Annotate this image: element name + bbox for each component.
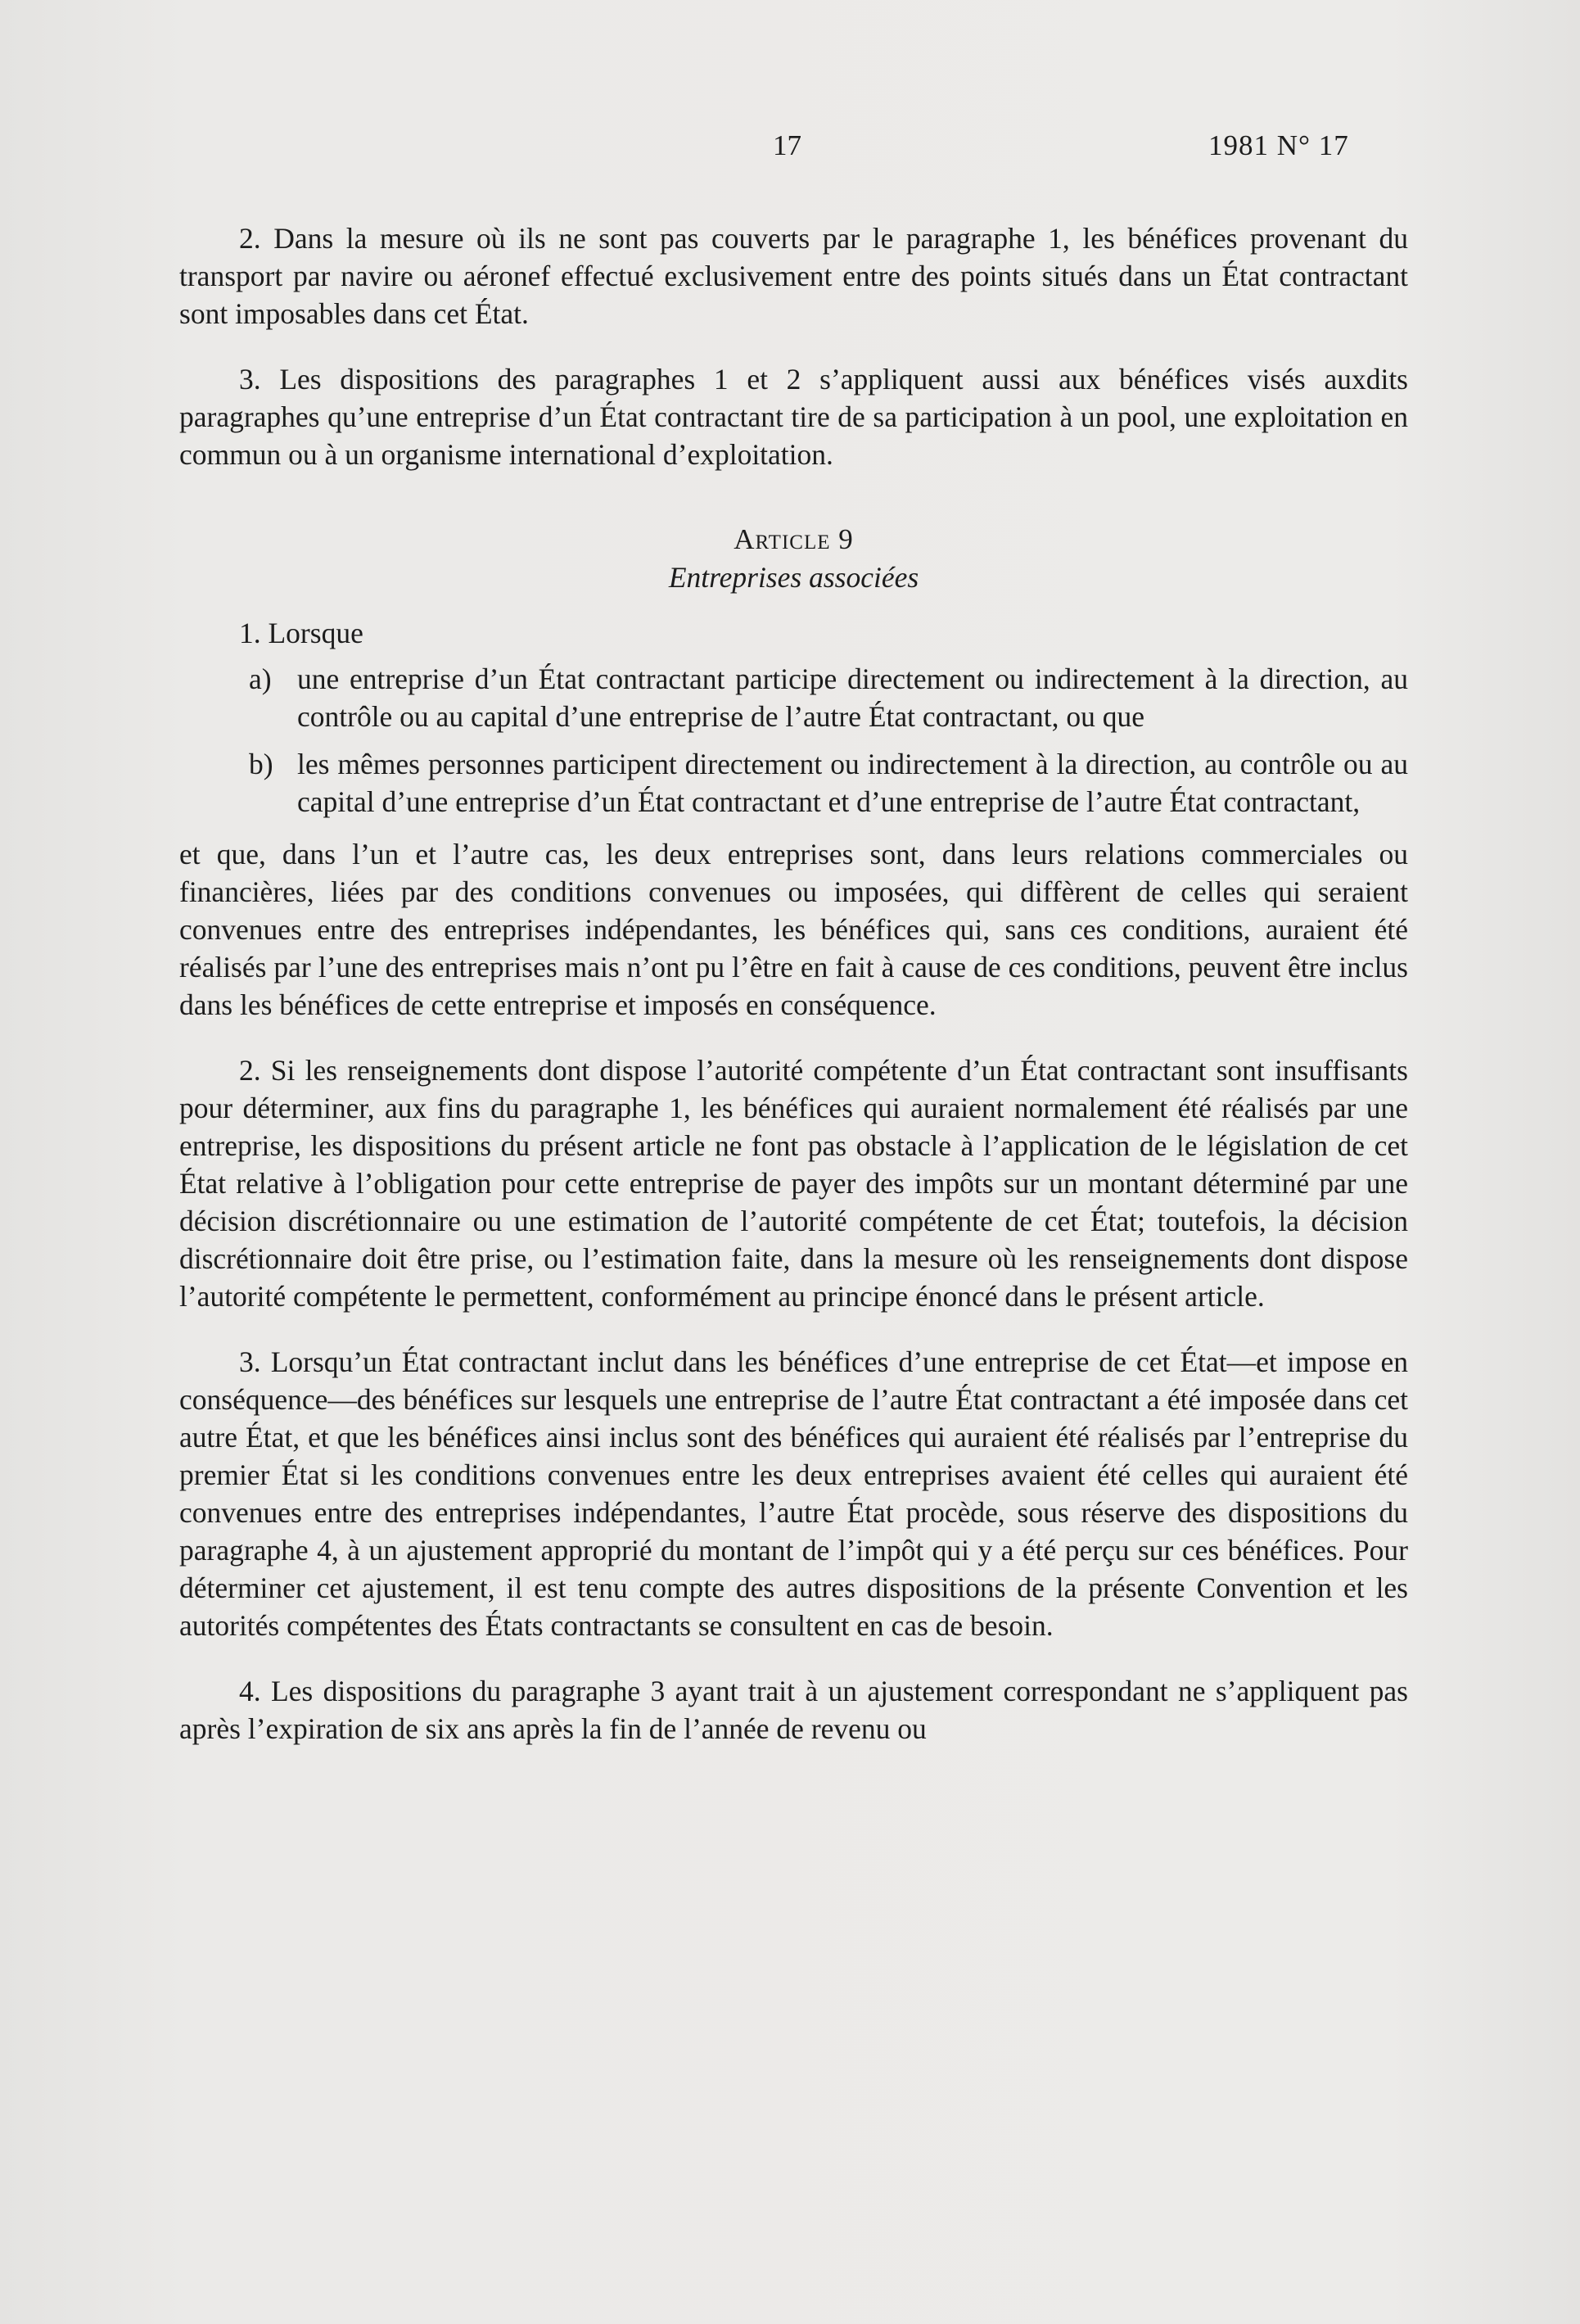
list-item-marker: a) <box>249 662 272 695</box>
article-paragraph-2: 2. Si les renseignements dont dispose l’autorité compétente d’un État contractant sont insuffisants pour déterminer, aux fins du paragraphe 1, les bénéfices qui auraient normalement été réalisés par une entreprise, les dispositions du présent article ne font pas obstacle à l’application de le législation de cet État relative à l’obligation pour cette entreprise de payer des impôts sur un montant déterminé par une décision discrétionnaire ou une estimation de l’autorité compétente de cet État; toutefois, la décision discrétionnaire doit être prise, ou l’estimation faite, dans la mesure où les renseignements dont dispose l’autorité compétente le permettent, conformément au principe énoncé dans le présent article. <box>179 1054 1408 1313</box>
list-item <box>179 660 1408 735</box>
paragraph-2-previous-article: 2. Dans la mesure où ils ne sont pas couverts par le paragraphe 1, les bénéfices provenant du transport par navire ou aéronef effectué exclusivement entre des points situés dans un État contractant sont imposables dans cet État. <box>179 222 1408 330</box>
list-item <box>179 745 1408 821</box>
page-header <box>0 129 1580 170</box>
article-paragraph-1-lead: 1. Lorsque <box>239 617 363 649</box>
page-number: 17 <box>773 129 801 161</box>
article-heading: Article 9 <box>734 523 854 555</box>
article-paragraph-1-continuation: et que, dans l’un et l’autre cas, les deux entreprises sont, dans leurs relations commerciales ou financières, liées par des conditions convenues ou imposées, qui diffèrent de celles qui seraient convenues entre des entreprises indépendantes, les bénéfices qui, sans ces conditions, auraient été réalisés par l’une des entreprises mais n’ont pu l’être en fait à cause de ces conditions, peuvent être inclus dans les bénéfices de cette entreprise et imposés en conséquence. <box>179 838 1408 1021</box>
list-item-marker: b) <box>249 748 273 780</box>
article-paragraph-3: 3. Lorsqu’un État contractant inclut dans les bénéfices d’une entreprise de cet État—et impose en conséquence—des bénéfices sur lesquels une entreprise de l’autre État contractant a été imposée dans cet autre État, et que les bénéfices ainsi inclus sont des bénéfices qui auraient été réalisés par l’entreprise du premier État si les conditions convenues entre les deux entreprises avaient été celles qui auraient été convenues entre des entreprises indépendantes, l’autre État procède, sous réserve des dispositions du paragraphe 4, à un ajustement approprié du montant de l’impôt qui y a été perçu sur ces bénéfices. Pour déterminer cet ajustement, il est tenu compte des autres dispositions de la présente Convention et les autorités compétentes des États contractants se consultent en cas de besoin. <box>179 1345 1408 1642</box>
document-reference: 1981 N° 17 <box>1208 129 1349 161</box>
list-item-text: les mêmes personnes participent directement ou indirectement à la direction, au contrôle ou au capital d’une entreprise d’un État contractant et d’une entreprise de l’autre État contractant, <box>297 748 1408 818</box>
list-item-text: une entreprise d’un État contractant participe directement ou indirectement à la direction, au contrôle ou au capital d’une entreprise de l’autre État contractant, ou que <box>297 662 1408 733</box>
article-subtitle: Entreprises associées <box>668 561 919 594</box>
paragraph-3-previous-article: 3. Les dispositions des paragraphes 1 et 2 s’appliquent aussi aux bénéfices visés auxdits paragraphes qu’une entreprise d’un État contractant tire de sa participation à un pool, une exploitation en commun ou à un organisme international d’exploitation. <box>179 363 1408 471</box>
page-body <box>179 219 1408 1775</box>
article-paragraph-4: 4. Les dispositions du paragraphe 3 ayant trait à un ajustement correspondant ne s’appliquent pas après l’expiration de six ans après la fin de l’année de revenu ou <box>179 1675 1408 1745</box>
